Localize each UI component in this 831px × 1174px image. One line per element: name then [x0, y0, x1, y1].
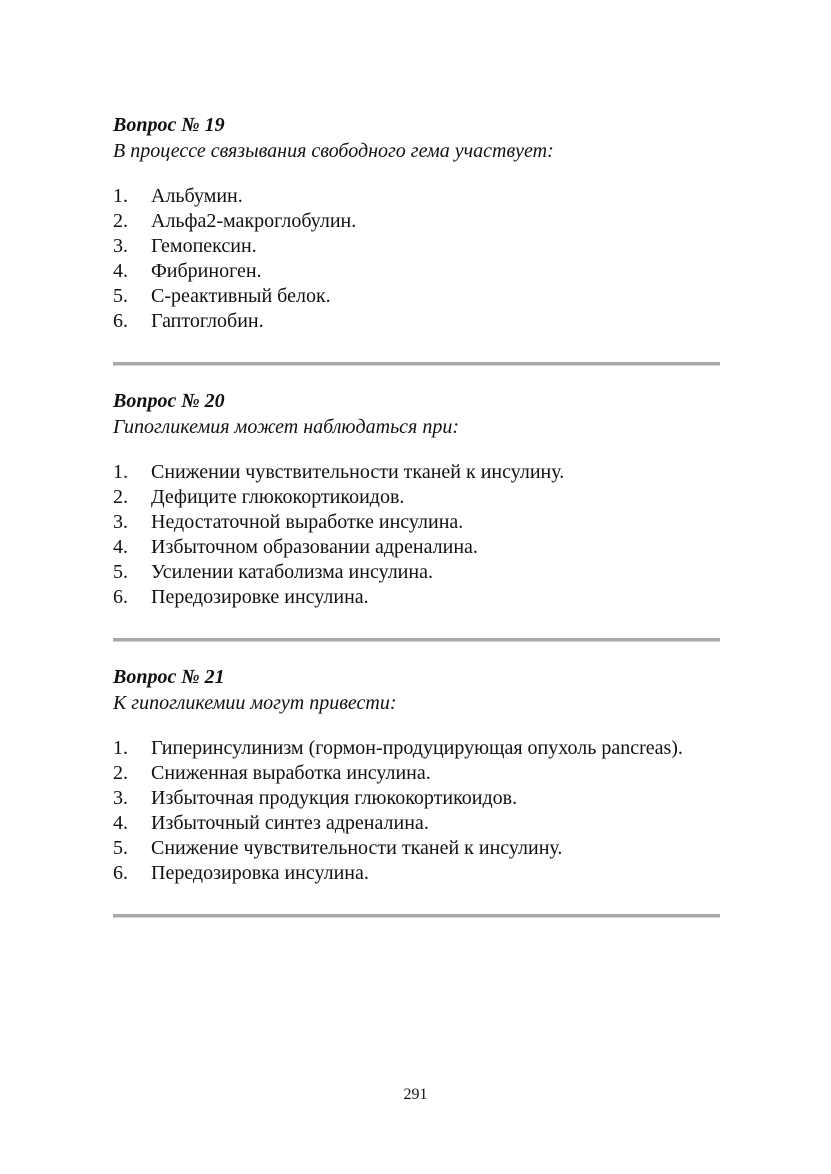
- option-number: 3.: [113, 787, 128, 809]
- option-text: Снижении чувствительности тканей к инсулину.: [151, 461, 565, 483]
- answer-option: [113, 309, 720, 334]
- option-number: 1.: [113, 461, 128, 483]
- option-text: Гемопексин.: [151, 235, 257, 257]
- page-number: 291: [403, 1086, 428, 1103]
- option-number: 4.: [113, 812, 128, 834]
- answer-options: [113, 184, 720, 334]
- option-number: 1.: [113, 737, 128, 759]
- option-text: Недостаточной выработке инсулина.: [151, 511, 464, 533]
- question-title: Вопрос № 20: [113, 390, 225, 412]
- option-text: Передозировке инсулина.: [151, 586, 369, 608]
- answer-option: [113, 184, 720, 209]
- section-divider: [113, 638, 720, 642]
- option-number: 4.: [113, 536, 128, 558]
- answer-option: [113, 234, 720, 259]
- option-number: 5.: [113, 561, 128, 583]
- option-text: Передозировка инсулина.: [151, 862, 369, 884]
- question-title: Вопрос № 19: [113, 114, 225, 136]
- option-number: 1.: [113, 185, 128, 207]
- option-number: 3.: [113, 235, 128, 257]
- page-content: [113, 112, 720, 940]
- answer-option: [113, 259, 720, 284]
- option-text: Избыточный синтез адреналина.: [151, 812, 429, 834]
- answer-option: [113, 585, 720, 610]
- section-divider: [113, 914, 720, 918]
- question-20: [113, 388, 720, 610]
- answer-option: [113, 460, 720, 485]
- option-number: 6.: [113, 586, 128, 608]
- option-text: Альбумин.: [151, 185, 243, 207]
- option-text: Снижение чувствительности тканей к инсулину.: [151, 837, 563, 859]
- answer-option: [113, 736, 720, 761]
- option-text: Альфа2-макроглобулин.: [151, 210, 357, 232]
- option-number: 5.: [113, 285, 128, 307]
- question-title: Вопрос № 21: [113, 666, 225, 688]
- option-number: 2.: [113, 210, 128, 232]
- question-21: [113, 664, 720, 886]
- option-number: 3.: [113, 511, 128, 533]
- answer-option: [113, 761, 720, 786]
- option-text: Гиперинсулинизм (гормон-продуцирующая опухоль pancreas).: [151, 737, 683, 759]
- option-text: Гаптоглобин.: [151, 310, 264, 332]
- option-number: 6.: [113, 310, 128, 332]
- answer-option: [113, 560, 720, 585]
- option-number: 2.: [113, 486, 128, 508]
- option-text: Усилении катаболизма инсулина.: [151, 561, 433, 583]
- option-text: Избыточном образовании адреналина.: [151, 536, 478, 558]
- answer-option: [113, 861, 720, 886]
- answer-options: [113, 736, 720, 886]
- question-prompt: Гипогликемия может наблюдаться при:: [113, 416, 460, 438]
- option-text: Сниженная выработка инсулина.: [151, 762, 431, 784]
- answer-option: [113, 510, 720, 535]
- option-number: 4.: [113, 260, 128, 282]
- answer-option: [113, 836, 720, 861]
- answer-option: [113, 811, 720, 836]
- option-number: 5.: [113, 837, 128, 859]
- answer-option: [113, 284, 720, 309]
- option-text: Фибриноген.: [151, 260, 262, 282]
- option-number: 2.: [113, 762, 128, 784]
- question-19: [113, 112, 720, 334]
- answer-option: [113, 786, 720, 811]
- option-text: С-реактивный белок.: [151, 285, 331, 307]
- answer-option: [113, 485, 720, 510]
- option-text: Избыточная продукция глюкокортикоидов.: [151, 787, 518, 809]
- question-prompt: К гипогликемии могут привести:: [113, 692, 397, 714]
- option-text: Дефиците глюкокортикоидов.: [151, 486, 405, 508]
- answer-options: [113, 460, 720, 610]
- option-number: 6.: [113, 862, 128, 884]
- section-divider: [113, 362, 720, 366]
- question-prompt: В процессе связывания свободного гема участвует:: [113, 140, 554, 162]
- answer-option: [113, 535, 720, 560]
- answer-option: [113, 209, 720, 234]
